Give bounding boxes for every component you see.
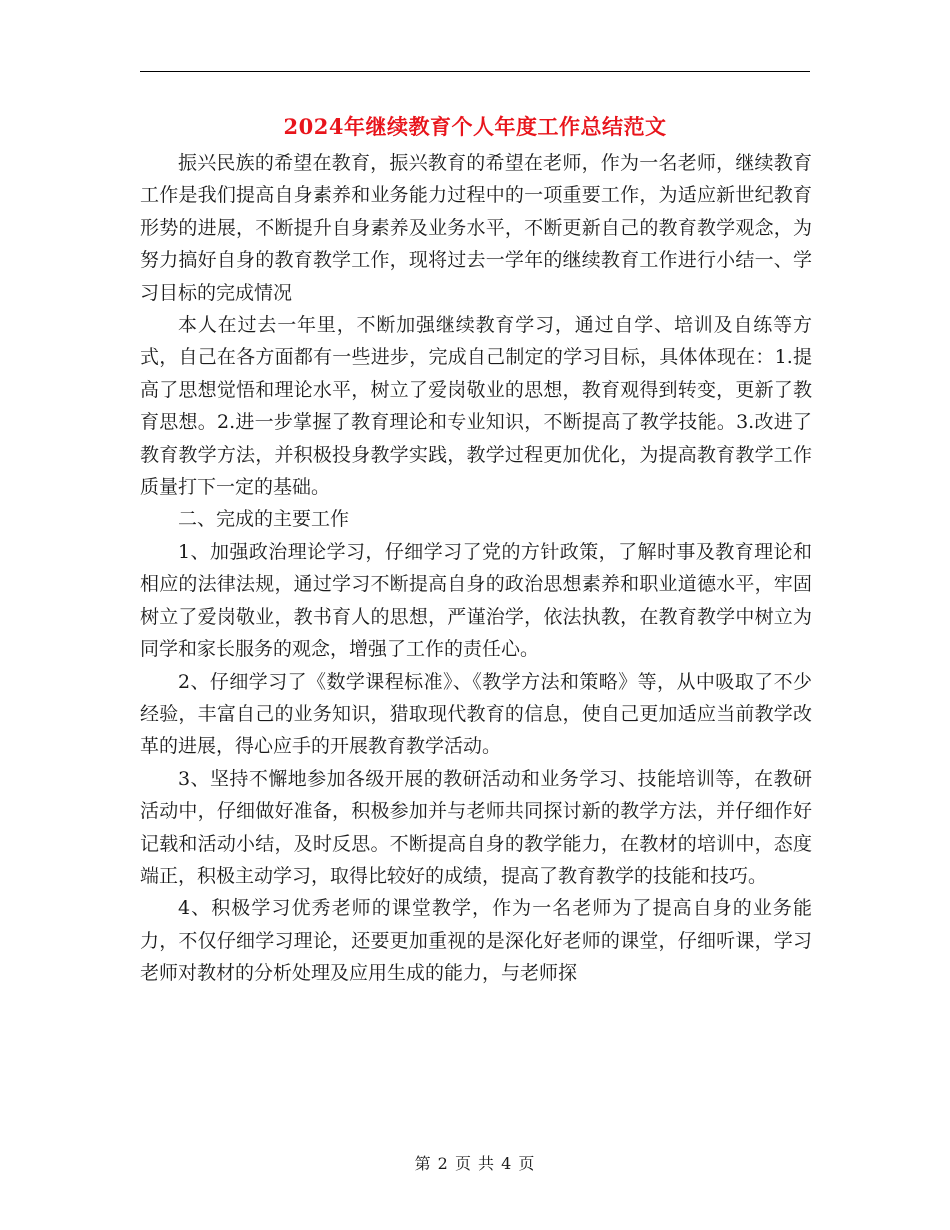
paragraph-item-2: 2、仔细学习了《数学课程标准》、《教学方法和策略》等，从中吸取了不少经验，丰富自己的业务知识，猎取现代教育的信息，使自己更加适应当前教学改革的进展，得心应手的开展教育教学活动。 xyxy=(140,670,812,758)
paragraph-goals: 本人在过去一年里，不断加强继续教育学习，通过自学、培训及自练等方式，自己在各方面都有一些进步，完成自己制定的学习目标，具体体现在：1.提高了思想觉悟和理论水平，树立了爱岗敬业的思想，教育观得到转变，更新了教育思想。2.进一步掌握了教育理论和专业知识，不断提高了教学技能。3.改进了教育教学方法，并积极投身教学实践，教学过程更加优化，为提高教育教学工作质量打下一定的基础。 xyxy=(140,314,812,499)
paragraph-item-4: 4、积极学习优秀老师的课堂教学，作为一名老师为了提高自身的业务能力，不仅仔细学习理论，还要更加重视的是深化好老师的课堂，仔细听课，学习老师对教材的分析处理及应用生成的能力，与老师探 xyxy=(140,897,812,985)
document-body xyxy=(140,147,812,990)
header-rule xyxy=(140,71,810,72)
page-number-footer: 第 2 页 共 4 页 xyxy=(414,1154,536,1173)
document-title: 2024年继续教育个人年度工作总结范文 xyxy=(283,114,667,139)
section-heading-main-work: 二、完成的主要工作 xyxy=(178,508,350,531)
paragraph-item-1: 1、加强政治理论学习，仔细学习了党的方针政策，了解时事及教育理论和相应的法律法规，通过学习不断提高自身的政治思想素养和职业道德水平，牢固树立了爱岗敬业，教书育人的思想，严谨治学，依法执教，在教育教学中树立为同学和家长服务的观念，增强了工作的责任心。 xyxy=(140,540,812,661)
paragraph-intro: 振兴民族的希望在教育，振兴教育的希望在老师，作为一名老师，继续教育工作是我们提高自身素养和业务能力过程中的一项重要工作，为适应新世纪教育形势的进展，不断提升自身素养及业务水平，不断更新自己的教育教学观念，为努力搞好自身的教育教学工作，现将过去一学年的继续教育工作进行小结一、学习目标的完成情况 xyxy=(140,152,812,304)
paragraph-item-3: 3、坚持不懈地参加各级开展的教研活动和业务学习、技能培训等，在教研活动中，仔细做好准备，积极参加并与老师共同探讨新的教学方法，并仔细作好记载和活动小结，及时反思。不断提高自身的教学能力，在教材的培训中，态度端正，积极主动学习，取得比较好的成绩，提高了教育教学的技能和技巧。 xyxy=(140,767,812,887)
